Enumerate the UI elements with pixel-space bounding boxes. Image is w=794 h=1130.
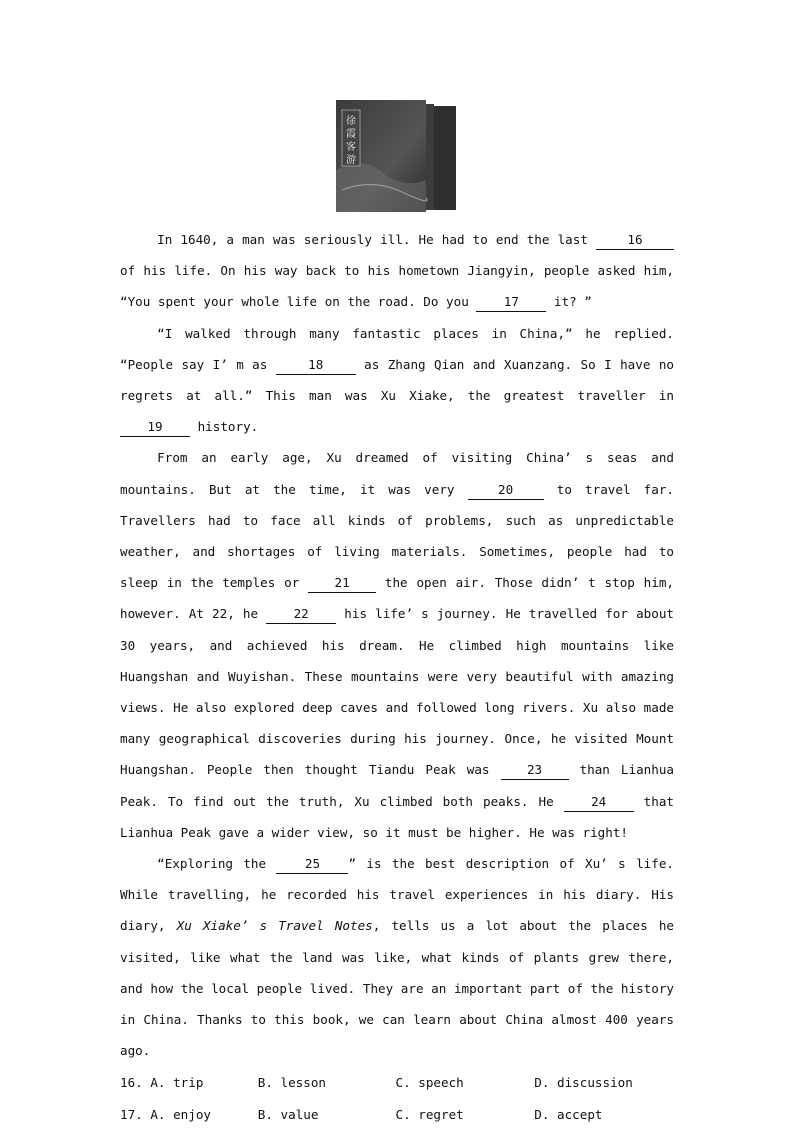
paragraph-2: “I walked through many fantastic places in China,” he replied. “People say I’ m as 18 as Zhang Qian and Xuanzang. So I have no regrets at all.” This man was Xu Xiake, the greatest traveller in 19 history. — [120, 318, 674, 443]
option-16-c[interactable]: C. speech — [395, 1074, 464, 1090]
blank-20: 20 — [468, 481, 544, 500]
svg-text:游: 游 — [346, 155, 356, 166]
option-16-a[interactable]: 16. A. trip — [120, 1074, 204, 1090]
blank-19: 19 — [120, 418, 190, 437]
blank-25: 25 — [276, 855, 348, 874]
option-17-a[interactable]: 17. A. enjoy — [120, 1106, 211, 1122]
option-17-d[interactable]: D. accept — [534, 1106, 603, 1122]
question-16-options — [120, 1066, 674, 1098]
blank-23: 23 — [501, 761, 569, 780]
option-16-b[interactable]: B. lesson — [257, 1074, 326, 1090]
book-photo — [332, 100, 460, 212]
option-17-b[interactable]: B. value — [257, 1106, 319, 1122]
answer-options — [120, 1066, 674, 1130]
blank-24: 24 — [564, 793, 634, 812]
paragraph-3: From an early age, Xu dreamed of visiting China’ s seas and mountains. But at the time, it was very 20 to travel far. Travellers had to face all kinds of problems, such as unpredictable weather, and shortages of living materials. Sometimes, people had to sleep in the temples or 21 the open air. Those didn’ t stop him, however. At 22, he 22 his life’ s journey. He travelled for about 30 years, and achieved his dream. He climbed high mountains like Huangshan and Wuyishan. These mountains were very beautiful with amazing views. He also explored deep caves and followed long rivers. Xu also made many geographical discoveries during his journey. Once, he visited Mount Huangshan. People then thought Tiandu Peak was 23 than Lianhua Peak. To find out the truth, Xu climbed both peaks. He 24 that Lianhua Peak gave a wider view, so it must be higher. He was right! — [120, 450, 675, 840]
book-title: Xu Xiake’ s Travel Notes — [176, 918, 373, 934]
blank-18: 18 — [276, 356, 356, 375]
question-17-options — [120, 1098, 674, 1130]
paragraph-4: “Exploring the 25 ” is the best description of Xu’ s life. While travelling, he recorded his travel experiences in his diary. His diary, Xu Xiake’ s Travel Notes, tells us a lot about the places he visited, like what the land was like, what kinds of plants grew there, and how the local people lived. They are an important part of the history in China. Thanks to this book, we can learn about China almost 400 years ago. — [120, 856, 674, 1059]
svg-text:客: 客 — [346, 142, 356, 153]
option-17-c[interactable]: C. regret — [395, 1106, 464, 1122]
option-16-d[interactable]: D. discussion — [534, 1074, 633, 1090]
blank-21: 21 — [308, 574, 376, 593]
svg-text:徐: 徐 — [346, 116, 356, 127]
blank-22: 22 — [266, 605, 336, 624]
blank-17: 17 — [476, 293, 546, 312]
paragraph-1: In 1640, a man was seriously ill. He had to end the last 16 of his life. On his way back to his hometown Jiangyin, people asked him, “You spent your whole life on the road. Do you 17 it? ” — [120, 224, 674, 318]
svg-text:霞: 霞 — [346, 129, 356, 140]
blank-16: 16 — [596, 231, 674, 250]
passage — [120, 224, 674, 1130]
